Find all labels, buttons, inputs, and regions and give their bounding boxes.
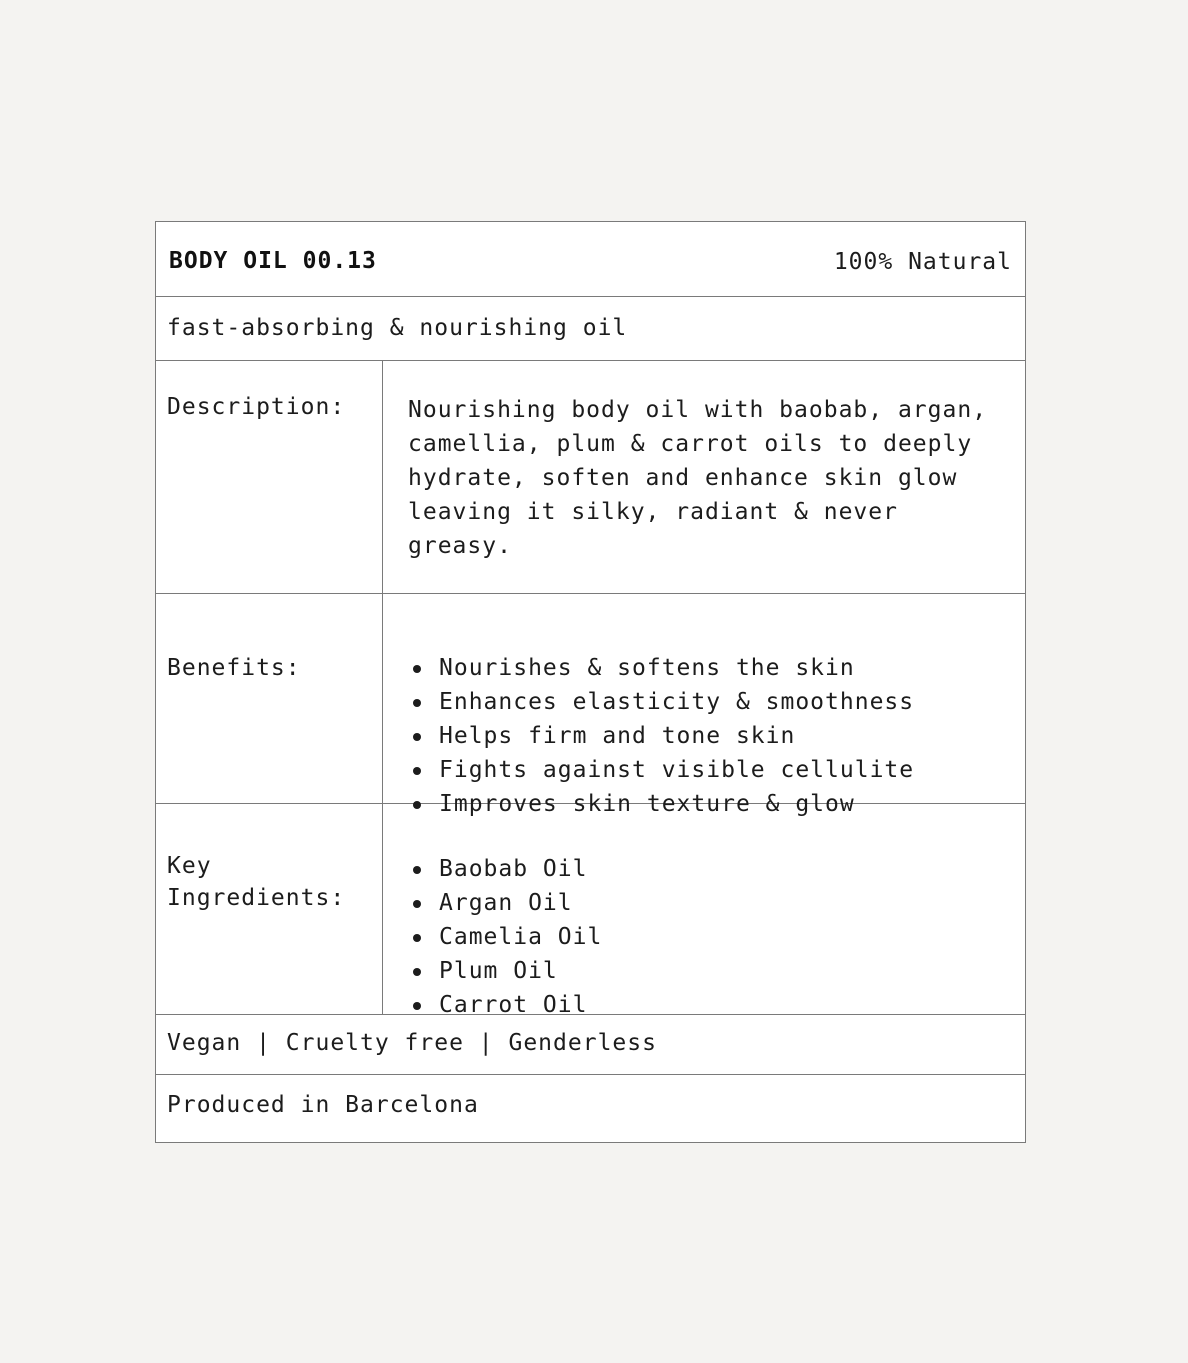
benefits-row <box>156 594 1025 817</box>
bullet-icon <box>413 934 421 942</box>
column-divider <box>382 361 383 1015</box>
ingredient-text: Camelia Oil <box>439 924 603 950</box>
bullet-icon <box>413 968 421 976</box>
benefits-label: Benefits: <box>167 655 301 681</box>
ingredients-label <box>167 850 372 914</box>
product-origin: Produced in Barcelona <box>167 1092 479 1118</box>
ingredients-label-line1: Key <box>167 853 212 879</box>
product-label-card <box>155 221 1026 1143</box>
origin-row <box>156 1075 1025 1142</box>
benefit-text: Nourishes & softens the skin <box>439 655 855 681</box>
claims-row <box>156 1015 1025 1075</box>
bullet-icon <box>413 1002 421 1010</box>
benefit-text: Improves skin texture & glow <box>439 791 855 817</box>
list-item <box>408 954 602 988</box>
ingredient-text: Carrot Oil <box>439 992 588 1018</box>
ingredients-row <box>156 804 1025 1018</box>
label-header <box>156 222 1025 297</box>
list-item <box>408 920 602 954</box>
bullet-icon <box>413 767 421 775</box>
ingredient-text: Plum Oil <box>439 958 558 984</box>
list-item <box>408 753 914 787</box>
ingredients-list <box>408 852 602 1022</box>
product-claims: Vegan | Cruelty free | Genderless <box>167 1030 657 1056</box>
tagline-row <box>156 297 1025 361</box>
list-item <box>408 685 914 719</box>
ingredient-text: Argan Oil <box>439 890 573 916</box>
bullet-icon <box>413 665 421 673</box>
list-item <box>408 651 914 685</box>
benefit-text: Fights against visible cellulite <box>439 757 915 783</box>
ingredients-label-line2: Ingredients: <box>167 885 346 911</box>
list-item <box>408 886 602 920</box>
ingredient-text: Baobab Oil <box>439 856 588 882</box>
natural-badge: 100% Natural <box>833 249 1012 275</box>
description-text: Nourishing body oil with baobab, argan, camellia, plum & carrot oils to deeply hydrate, soften and enhance skin glow leaving it silky, radiant & never greasy. <box>408 397 988 559</box>
benefits-list <box>408 651 914 821</box>
description-label: Description: <box>167 394 346 420</box>
list-item <box>408 852 602 886</box>
benefit-text: Helps firm and tone skin <box>439 723 796 749</box>
bullet-icon <box>413 866 421 874</box>
bullet-icon <box>413 699 421 707</box>
description-row <box>156 361 1025 594</box>
list-item <box>408 719 914 753</box>
bullet-icon <box>413 900 421 908</box>
benefit-text: Enhances elasticity & smoothness <box>439 689 915 715</box>
product-tagline: fast-absorbing & nourishing oil <box>167 315 628 341</box>
bullet-icon <box>413 733 421 741</box>
product-name: BODY OIL 00.13 <box>169 248 377 274</box>
